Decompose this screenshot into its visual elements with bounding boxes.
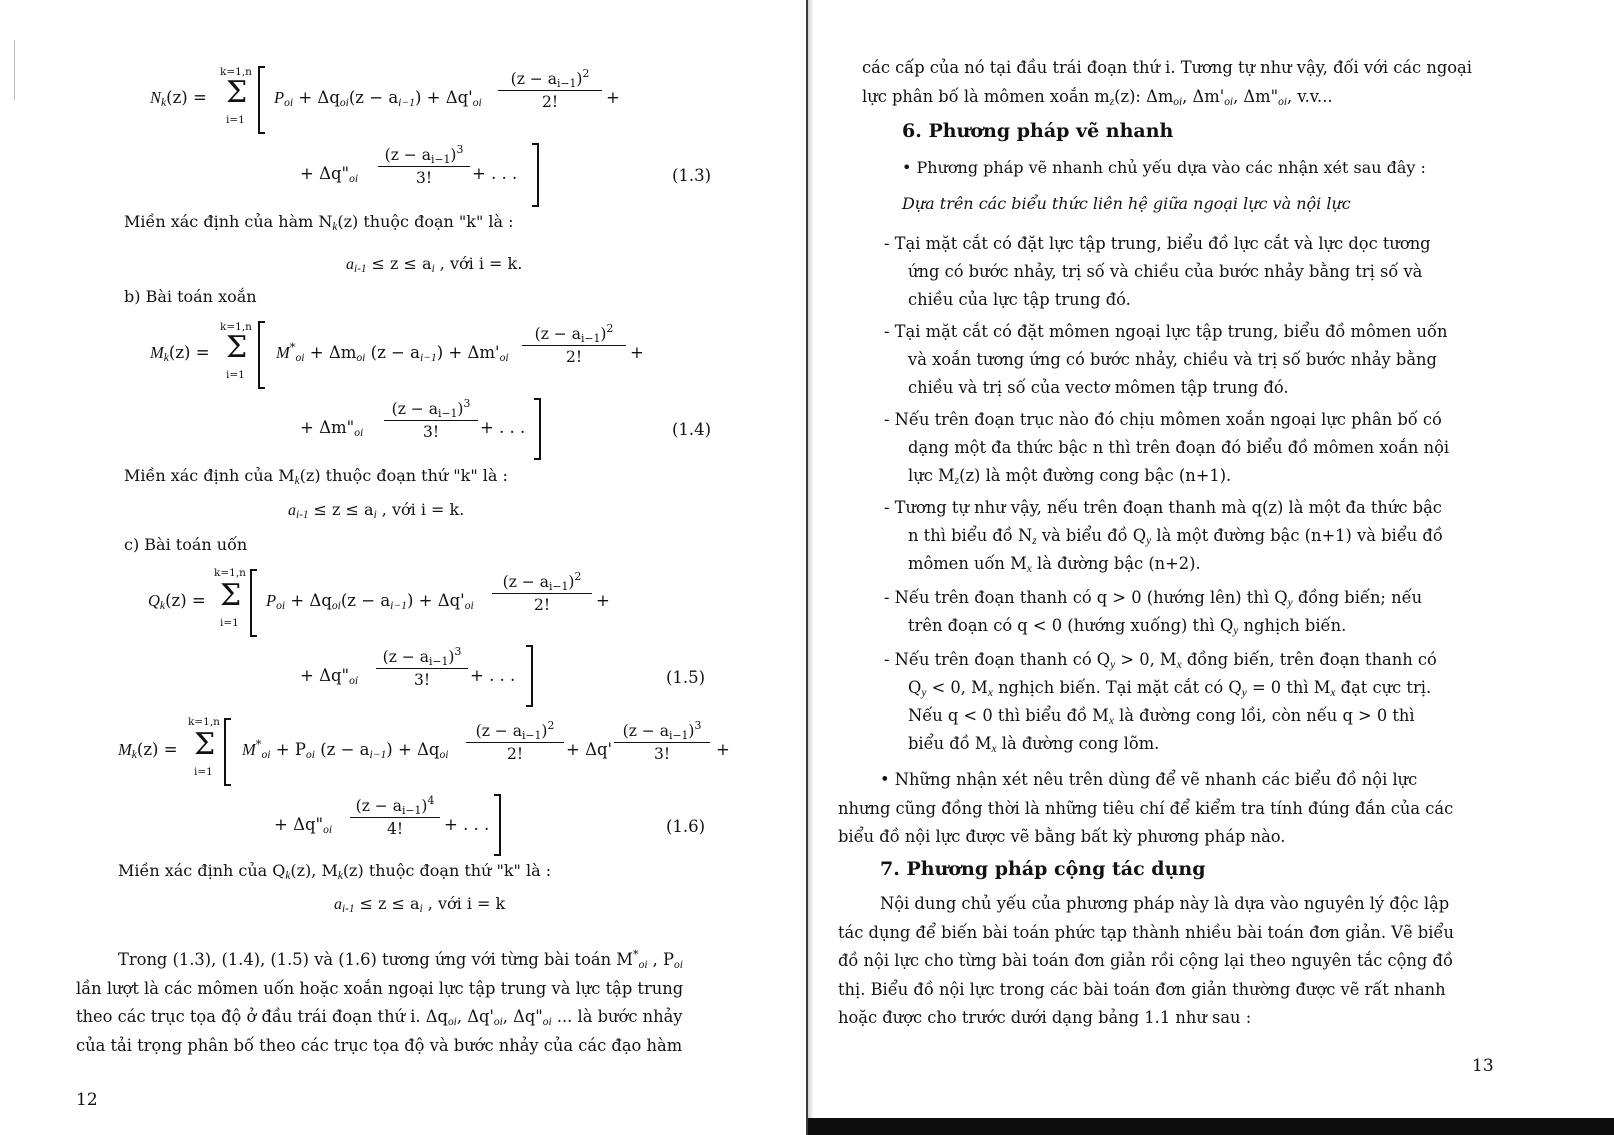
remark-item-4: [884, 494, 1528, 578]
left-bracket: [250, 569, 257, 637]
remark-item-6: [884, 646, 1528, 758]
item-line: và xoắn tương ứng có bước nhảy, chiều và trị số bước nhảy bằng: [908, 350, 1437, 369]
fraction: $(z - a_{i-1})^4$ 4!: [350, 797, 440, 838]
formula-lhs: $N_k(z)$ =: [150, 88, 207, 109]
formula-terms: $P_{oi} + \Delta q_{oi}(z - a_{i-1}) + \Delta q'_{oi}$: [266, 591, 474, 612]
paragraph-line: tác dụng để biến bài toán phức tạp thành nhiều bài toán đơn giản. Vẽ biểu: [838, 922, 1454, 942]
section-6-bullet: • Phương pháp vẽ nhanh chủ yếu dựa vào các nhận xét sau đây :: [902, 158, 1426, 177]
plus-sign: +: [630, 343, 644, 362]
formula-terms-line2: + $\Delta q"_{oi}$: [300, 164, 359, 185]
sum-lower-limit: i=1: [226, 114, 245, 126]
item-line: - Tại mặt cắt có đặt lực tập trung, biểu đồ lực cắt và lực dọc tương: [884, 234, 1431, 253]
equation-number: (1.6): [666, 817, 706, 836]
right-bracket: [532, 143, 539, 207]
item-line: - Nếu trên đoạn thanh có $Q_y > 0$, $M_x$ đồng biến, trên đoạn thanh có: [884, 650, 1437, 671]
domain-range: $a_{i-1} \le z \le a_i$ , với i = k.: [346, 254, 523, 275]
item-line: n thì biểu đồ $N_z$ và biểu đồ $Q_y$ là một đường bậc (n+1) và biểu đồ: [908, 526, 1443, 547]
page-number: 13: [1472, 1056, 1494, 1076]
section-6-heading: 6. Phương pháp vẽ nhanh: [902, 120, 1174, 142]
paragraph-line: lần lượt là các mômen uốn hoặc xoắn ngoại lực tập trung và lực tập trung: [76, 978, 684, 998]
item-line: lực $M_z(z)$ là một đường cong bậc (n+1).: [908, 466, 1232, 487]
formula-terms-line2: + $\Delta q"_{oi}$: [300, 666, 359, 687]
sigma-symbol: Σ: [220, 578, 242, 613]
fraction: $(z - a_{i-1})^3$ 3!: [384, 400, 478, 441]
closing-paragraph: [76, 946, 746, 1060]
item-line: chiều và trị số của vectơ mômen tập trung đó.: [908, 378, 1289, 397]
continuation-dots: + . . .: [444, 815, 490, 834]
remark-item-3: [884, 406, 1528, 490]
item-line: mômen uốn $M_x$ là đường bậc (n+2).: [908, 554, 1201, 575]
paragraph-line: lực phân bố là mômen xoắn $m_z(z)$: $\Delta m_{oi}$, $\Delta m'_{oi}$, $\Delta m"_{oi}$, v.v...: [862, 86, 1333, 108]
sigma-symbol: Σ: [194, 727, 216, 762]
paragraph-line: đồ nội lực cho từng bài toán đơn giản rồi cộng lại theo nguyên tắc cộng đồ: [838, 951, 1453, 970]
continuation-dots: + . . .: [470, 666, 516, 685]
formula-terms-line2: + $\Delta m"_{oi}$: [300, 418, 364, 439]
section-b-title: b) Bài toán xoắn: [124, 287, 257, 306]
formula-terms: $P_{oi} + \Delta q_{oi}(z - a_{i-1}) + \Delta q'_{oi}$: [274, 88, 482, 109]
domain-statement: Miền xác định của $Q_k(z)$, $M_k(z)$ thuộc đoạn thứ "k" là :: [118, 861, 552, 882]
sum-upper-limit: k=1,n: [220, 66, 252, 78]
plus-sign: +: [596, 591, 610, 610]
right-page: [808, 0, 1614, 1135]
item-line: trên đoạn có q < 0 (hướng xuống) thì $Q_y$ nghịch biến.: [908, 616, 1347, 637]
left-bracket: [224, 718, 231, 786]
item-line: Nếu q < 0 thì biểu đồ $M_x$ là đường cong lồi, còn nếu q > 0 thì: [908, 706, 1415, 727]
page-number: 12: [76, 1090, 98, 1110]
item-line: chiều của lực tập trung đó.: [908, 290, 1131, 309]
item-line: - Nếu trên đoạn trục nào đó chịu mômen xoắn ngoại lực phân bố có: [884, 410, 1442, 429]
closing-remark-paragraph: [838, 766, 1528, 852]
item-line: - Tại mặt cắt có đặt mômen ngoại lực tập trung, biểu đồ mômen uốn: [884, 322, 1448, 341]
sigma-symbol: Σ: [226, 75, 248, 110]
formula-lhs: $Q_k(z)$ =: [148, 591, 206, 612]
right-bracket: [526, 645, 533, 707]
remark-item-1: [884, 230, 1528, 314]
left-page: [0, 0, 806, 1135]
equation-number: (1.4): [672, 420, 712, 439]
right-bracket: [534, 398, 541, 460]
section-6-italic-lead: Dựa trên các biểu thức liên hệ giữa ngoại lực và nội lực: [902, 194, 1351, 213]
equation-number: (1.5): [666, 668, 706, 687]
sum-upper-limit: k=1,n: [214, 567, 246, 579]
sum-lower-limit: i=1: [226, 369, 245, 381]
formula-lhs: $M_k(z)$ =: [118, 740, 178, 761]
formula-terms: $M^*_{oi} + \Delta m_{oi}$ $(z - a_{i-1}) + \Delta m'_{oi}$: [276, 340, 509, 364]
left-bracket: [258, 66, 265, 134]
paragraph-line: hoặc được cho trước dưới dạng bảng 1.1 như sau :: [838, 1008, 1252, 1027]
paragraph-line: của tải trọng phân bố theo các trục tọa độ và bước nhảy của các đạo hàm: [76, 1035, 683, 1055]
continuation-dots: + . . .: [480, 418, 526, 437]
equation-number: (1.3): [672, 166, 712, 185]
continuation-dots: + . . .: [472, 164, 518, 183]
sum-lower-limit: i=1: [220, 617, 239, 629]
item-line: dạng một đa thức bậc n thì trên đoạn đó biểu đồ mômen xoắn nội: [908, 438, 1450, 457]
section-7-paragraph: [838, 890, 1528, 1033]
sum-upper-limit: k=1,n: [188, 716, 220, 728]
sum-lower-limit: i=1: [194, 766, 213, 778]
fraction: $(z - a_{i-1})^2$ 2!: [492, 573, 592, 614]
item-line: ứng có bước nhảy, trị số và chiều của bước nhảy bằng trị số và: [908, 262, 1423, 281]
right-bracket: [494, 794, 501, 856]
domain-range: $a_{i-1} \le z \le a_i$ , với i = k.: [288, 500, 465, 521]
formula-terms-line2: + $\Delta q"_{oi}$: [274, 815, 333, 836]
paragraph-line: thị. Biểu đồ nội lực trong các bài toán đơn giản thường được vẽ rất nhanh: [838, 979, 1446, 999]
paragraph-line: nhưng cũng đồng thời là những tiêu chí để kiểm tra tính đúng đắn của các: [838, 798, 1454, 818]
sum-upper-limit: k=1,n: [220, 321, 252, 333]
paragraph-line: Trong (1.3), (1.4), (1.5) và (1.6) tương ứng với từng bài toán $M^*_{oi}$ , $P_{oi}$: [118, 947, 683, 971]
fraction: $(z - a_{i-1})^2$ 2!: [466, 722, 564, 763]
domain-statement: Miền xác định của hàm $N_k(z)$ thuộc đoạn "k" là :: [124, 212, 514, 233]
plus-sign: +: [716, 740, 730, 759]
formula-lhs: $M_k(z)$ =: [150, 343, 210, 364]
paragraph-line: các cấp của nó tại đầu trái đoạn thứ i. Tương tự như vậy, đối với các ngoại: [862, 58, 1472, 77]
paragraph-line: Nội dung chủ yếu của phương pháp này là dựa vào nguyên lý độc lập: [880, 894, 1450, 913]
sigma-symbol: Σ: [226, 330, 248, 365]
fraction: $(z - a_{i-1})^3$ 3!: [376, 648, 468, 689]
domain-range: $a_{i-1} \le z \le a_i$ , với i = k: [334, 894, 506, 915]
left-bracket: [258, 321, 265, 389]
section-7-heading: 7. Phương pháp cộng tác dụng: [880, 858, 1206, 880]
fraction: $(z - a_{i-1})^2$ 2!: [522, 325, 626, 366]
fraction: $(z - a_{i-1})^3$ 3!: [614, 722, 710, 763]
paragraph-line: • Những nhận xét nêu trên dùng để vẽ nhanh các biểu đồ nội lực: [880, 770, 1418, 789]
domain-statement: Miền xác định của $M_k(z)$ thuộc đoạn thứ "k" là :: [124, 466, 508, 487]
section-c-title: c) Bài toán uốn: [124, 535, 248, 554]
item-line: - Tương tự như vậy, nếu trên đoạn thanh mà q(z) là một đa thức bậc: [884, 498, 1442, 517]
item-line: $Q_y < 0$, $M_x$ nghịch biến. Tại mặt cắt có $Q_y = 0$ thì $M_x$ đạt cực trị.: [908, 678, 1432, 699]
item-line: biểu đồ $M_x$ là đường cong lõm.: [908, 734, 1160, 755]
remark-item-5: [884, 584, 1528, 640]
remark-item-2: [884, 318, 1528, 402]
paragraph-line: theo các trục tọa độ ở đầu trái đoạn thứ i. $\Delta q_{oi}$, $\Delta q'_{oi}$, $\Delta q"_{oi}$ ... là bước nhảy: [76, 1007, 683, 1028]
fraction: $(z - a_{i-1})^3$ 3!: [378, 146, 470, 187]
formula-mid-term: + Δq': [566, 740, 613, 759]
intro-paragraph: [862, 54, 1528, 111]
formula-terms: $M^*_{oi} + P_{oi}$ $(z - a_{i-1}) + \Delta q_{oi}$: [242, 737, 449, 761]
plus-sign: +: [606, 88, 620, 107]
fraction: $(z - a_{i-1})^2$ 2!: [498, 70, 602, 111]
item-line: - Nếu trên đoạn thanh có q > 0 (hướng lên) thì $Q_y$ đồng biến; nếu: [884, 588, 1423, 609]
paragraph-line: biểu đồ nội lực được vẽ bằng bất kỳ phương pháp nào.: [838, 827, 1286, 846]
